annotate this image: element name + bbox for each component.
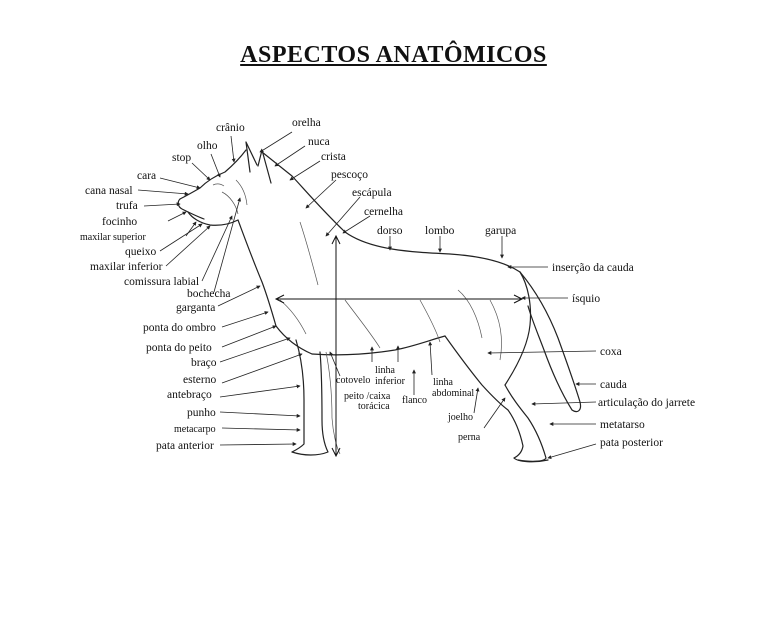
label-coxa: coxa [600,346,622,358]
label-maxilar-superior: maxilar superior [80,232,146,243]
label-dorso: dorso [377,225,403,237]
label-metacarpo: metacarpo [174,424,216,435]
label-joelho: joelho [448,412,473,423]
label-flanco: flanco [402,395,427,406]
label-cernelha: cernelha [364,206,403,218]
label-cranio: crânio [216,122,245,134]
label-pata-posterior: pata posterior [600,437,663,449]
label-escapula: escápula [352,187,392,199]
label-braco: braço [191,357,217,369]
label-linha-inferior-1: linha [375,365,395,376]
label-bochecha: bochecha [187,288,231,300]
label-antebraco: antebraço [167,389,212,401]
label-esterno: esterno [183,374,217,386]
label-comissura-labial: comissura labial [124,276,200,288]
label-orelha: orelha [292,117,321,129]
label-olho: olho [197,140,218,152]
label-queixo: queixo [125,246,157,258]
label-nuca: nuca [308,136,330,148]
label-linha-inferior-2: inferior [375,376,405,387]
label-linha-abdominal-1: linha [433,377,453,388]
anatomy-labels [80,117,695,452]
label-insercao-cauda: inserção da cauda [552,262,634,274]
label-cauda: cauda [600,379,627,391]
label-cana-nasal: cana nasal [85,185,133,197]
page-title: ASPECTOS ANATÔMICOS [240,42,547,68]
label-garupa: garupa [485,225,517,237]
label-cara: cara [137,170,157,182]
label-pescoco: pescoço [331,169,369,181]
label-trufa: trufa [116,200,138,212]
label-focinho: focinho [102,216,138,228]
label-ponta-ombro: ponta do ombro [143,322,216,334]
label-lombo: lombo [425,225,455,237]
label-pata-anterior: pata anterior [156,440,214,452]
label-stop: stop [172,152,192,164]
label-crista: crista [321,151,346,163]
label-linha-abdominal-2: abdominal [432,388,475,399]
label-garganta: garganta [176,302,216,314]
label-maxilar-inferior: maxilar inferior [90,261,163,273]
label-cotovelo: cotovelo [336,375,371,386]
label-isquio: ísquio [572,293,601,305]
label-peito-1: peito /caixa [344,391,391,402]
label-punho: punho [187,407,216,419]
label-peito-2: torácica [358,401,390,412]
label-perna: perna [458,432,481,443]
label-articulacao-jarrete: articulação do jarrete [598,397,696,409]
label-ponta-peito: ponta do peito [146,342,212,354]
label-metatarso: metatarso [600,419,645,431]
